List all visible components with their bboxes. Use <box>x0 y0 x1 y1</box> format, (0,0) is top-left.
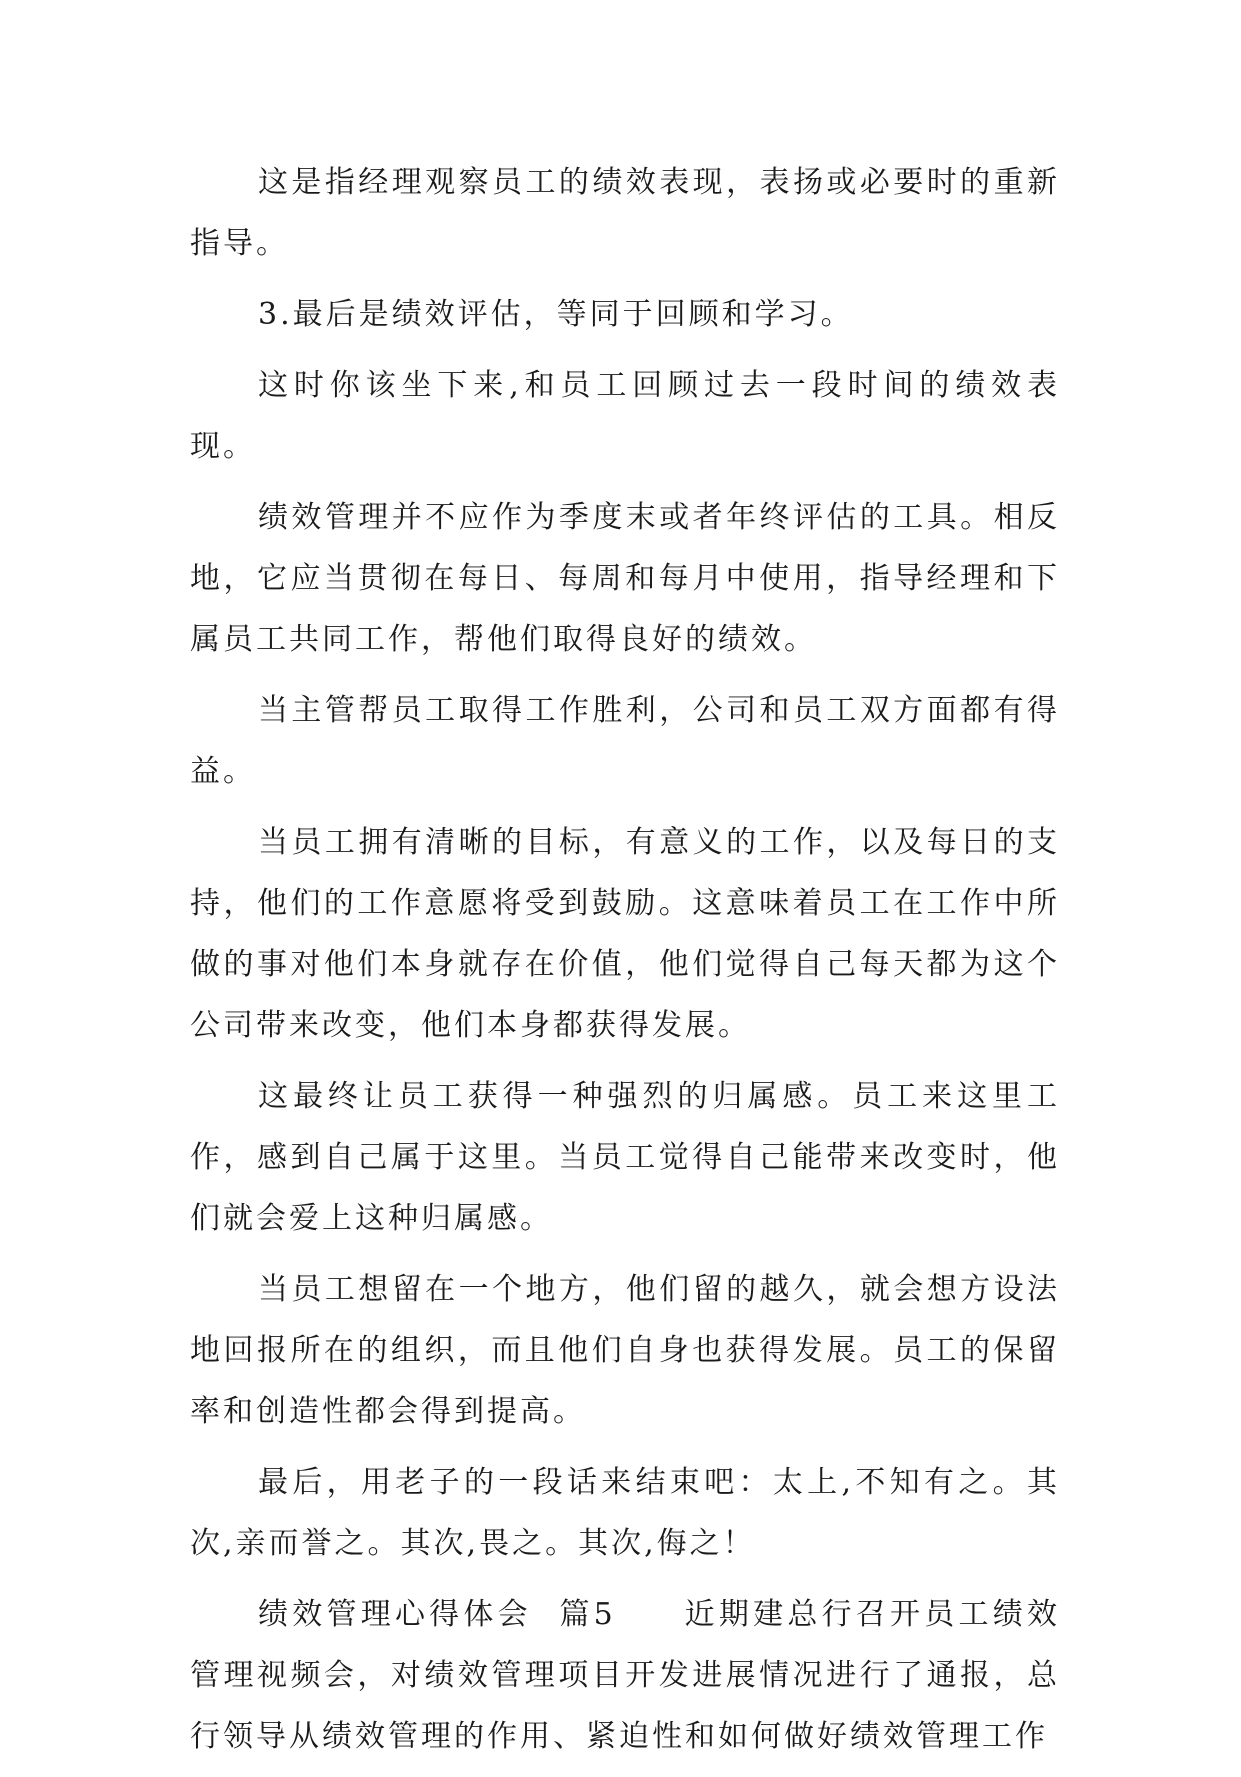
paragraph-8: 当员工想留在一个地方，他们留的越久，就会想方设法地回报所在的组织，而且他们自身也获得发展。员工的保留率和创造性都会得到提高。 <box>190 1272 1060 1429</box>
paragraph-5: 当主管帮员工取得工作胜利，公司和员工双方面都有得益。 <box>190 693 1060 789</box>
paragraph-9: 最后，用老子的一段话来结束吧：太上,不知有之。其次,亲而誉之。其次,畏之。其次,侮之！ <box>190 1465 1060 1561</box>
paragraph-4: 绩效管理并不应作为季度末或者年终评估的工具。相反地，它应当贯彻在每日、每周和每月中使用，指导经理和下属员工共同工作，帮他们取得良好的绩效。 <box>190 500 1060 657</box>
paragraph-2: 3.最后是绩效评估，等同于回顾和学习。 <box>258 297 854 332</box>
paragraph-1: 这是指经理观察员工的绩效表现，表扬或必要时的重新指导。 <box>190 165 1060 261</box>
paragraph-3: 这时你该坐下来,和员工回顾过去一段时间的绩效表现。 <box>190 368 1060 464</box>
paragraph-6: 当员工拥有清晰的目标，有意义的工作，以及每日的支持，他们的工作意愿将受到鼓励。这意味着员工在工作中所做的事对他们本身就存在价值，他们觉得自己每天都为这个公司带来改变，他们本身都获得发展。 <box>190 825 1060 1043</box>
document-page <box>190 152 1060 1777</box>
paragraph-10: 绩效管理心得体会 篇5 近期建总行召开员工绩效管理视频会，对绩效管理项目开发进展情况进行了通报，总行领导从绩效管理的作用、紧迫性和如何做好绩效管理工作 <box>190 1597 1060 1754</box>
paragraph-7: 这最终让员工获得一种强烈的归属感。员工来这里工作，感到自己属于这里。当员工觉得自己能带来改变时，他们就会爱上这种归属感。 <box>190 1079 1060 1236</box>
